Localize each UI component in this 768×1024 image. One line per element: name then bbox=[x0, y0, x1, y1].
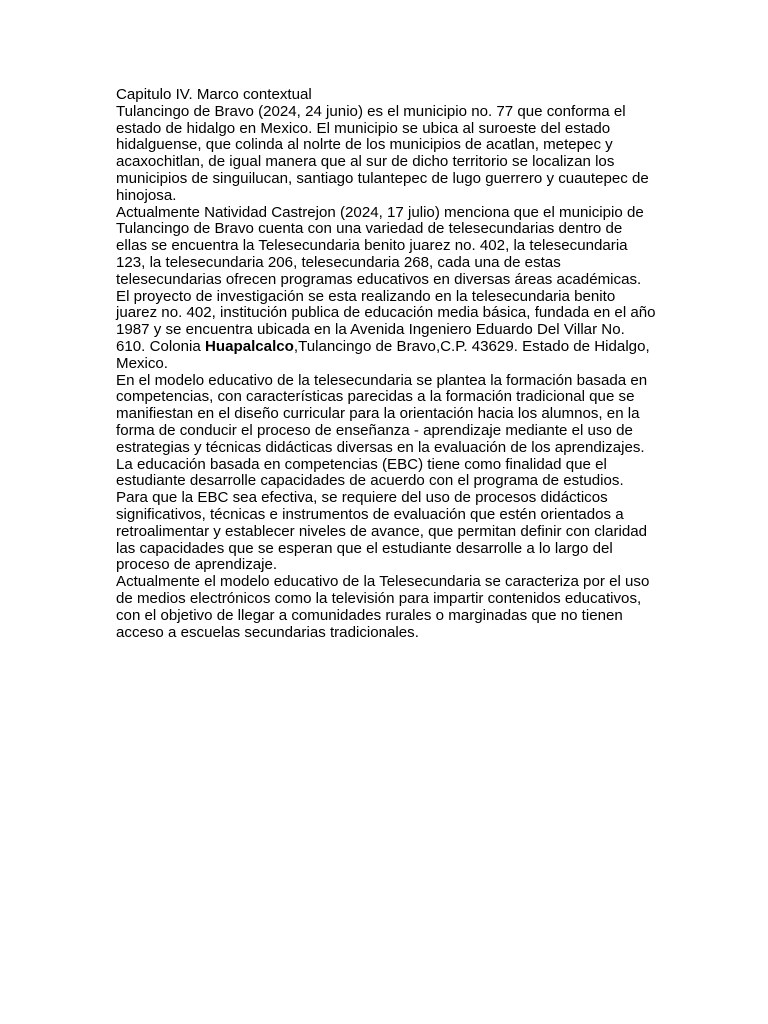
colonia-name: Huapalcalco bbox=[204, 337, 294, 355]
chapter-heading: Capitulo IV. Marco contextual bbox=[116, 86, 312, 103]
paragraph-municipality: Tulancingo de Bravo (2024, 24 junio) es el municipio no. 77 que conforma el estado de hidalgo en Mexico. El municipio se ubica al suroeste del estado hidalguense, que colinda al nolrte de los municipios de acatlan, metepec y acaxochitlan, de igual manera que al sur de dicho territorio se localizan los municipios de singuilucan, santiago tulantepec de lugo guerrero y cuautepec de hinojosa. bbox=[116, 102, 649, 204]
paragraph-project-location-text-start: El proyecto de investigación se esta realizando en la telesecundaria benito juarez no. 402, institución publica de educación media básica, fundada en el año 1987 y se encuentra ubicada en la Avenida Ingeniero Eduardo Del Villar No. 610. Colonia bbox=[116, 287, 656, 355]
paragraph-educational-model: En el modelo educativo de la telesecundaria se plantea la formación basada en competencias, con características parecidas a la formación tradicional que se manifiestan en el diseño curricular para la orientación hacia los alumnos, en la forma de conducir el proceso de enseñanza - aprendizaje mediante el uso de estrategias y técnicas didácticas diversas en la evaluación de los aprendizajes. La educación basada en competencias (EBC) tiene como finalidad que el estudiante desarrolle capacidades de acuerdo con el programa de estudios. Para que la EBC sea efectiva, se requiere del uso de procesos didácticos significativos, técnicas e instrumentos de evaluación que estén orientados a retroalimentar y establecer niveles de avance, que permitan definir con claridad las capacidades que se esperan que el estudiante desarrolle a lo largo del proceso de aprendizaje. bbox=[116, 371, 648, 574]
paragraph-electronic-media: Actualmente el modelo educativo de la Telesecundaria se caracteriza por el uso de medios electrónicos como la televisión para impartir contenidos educativos, con el objetivo de llegar a comunidades rurales o marginadas que no tienen acceso a escuelas secundarias tradicionales. bbox=[116, 573, 650, 641]
paragraph-telesecundarias: Actualmente Natividad Castrejon (2024, 17 julio) menciona que el municipio de Tulancingo de Bravo cuenta con una variedad de telesecundarias dentro de ellas se encuentra la Telesecundaria benito juarez no. 402, la telesecundaria 123, la telesecundaria 206, telesecundaria 268, cada una de estas telesecundarias ofrecen programas educativos en diversas áreas académicas. bbox=[116, 203, 644, 288]
paragraph-project-location-text-end: ,Tulancingo de Bravo,C.P. 43629. Estado de Hidalgo, Mexico. bbox=[116, 337, 650, 372]
document-body bbox=[116, 87, 656, 641]
paragraph-project-location bbox=[116, 289, 656, 373]
